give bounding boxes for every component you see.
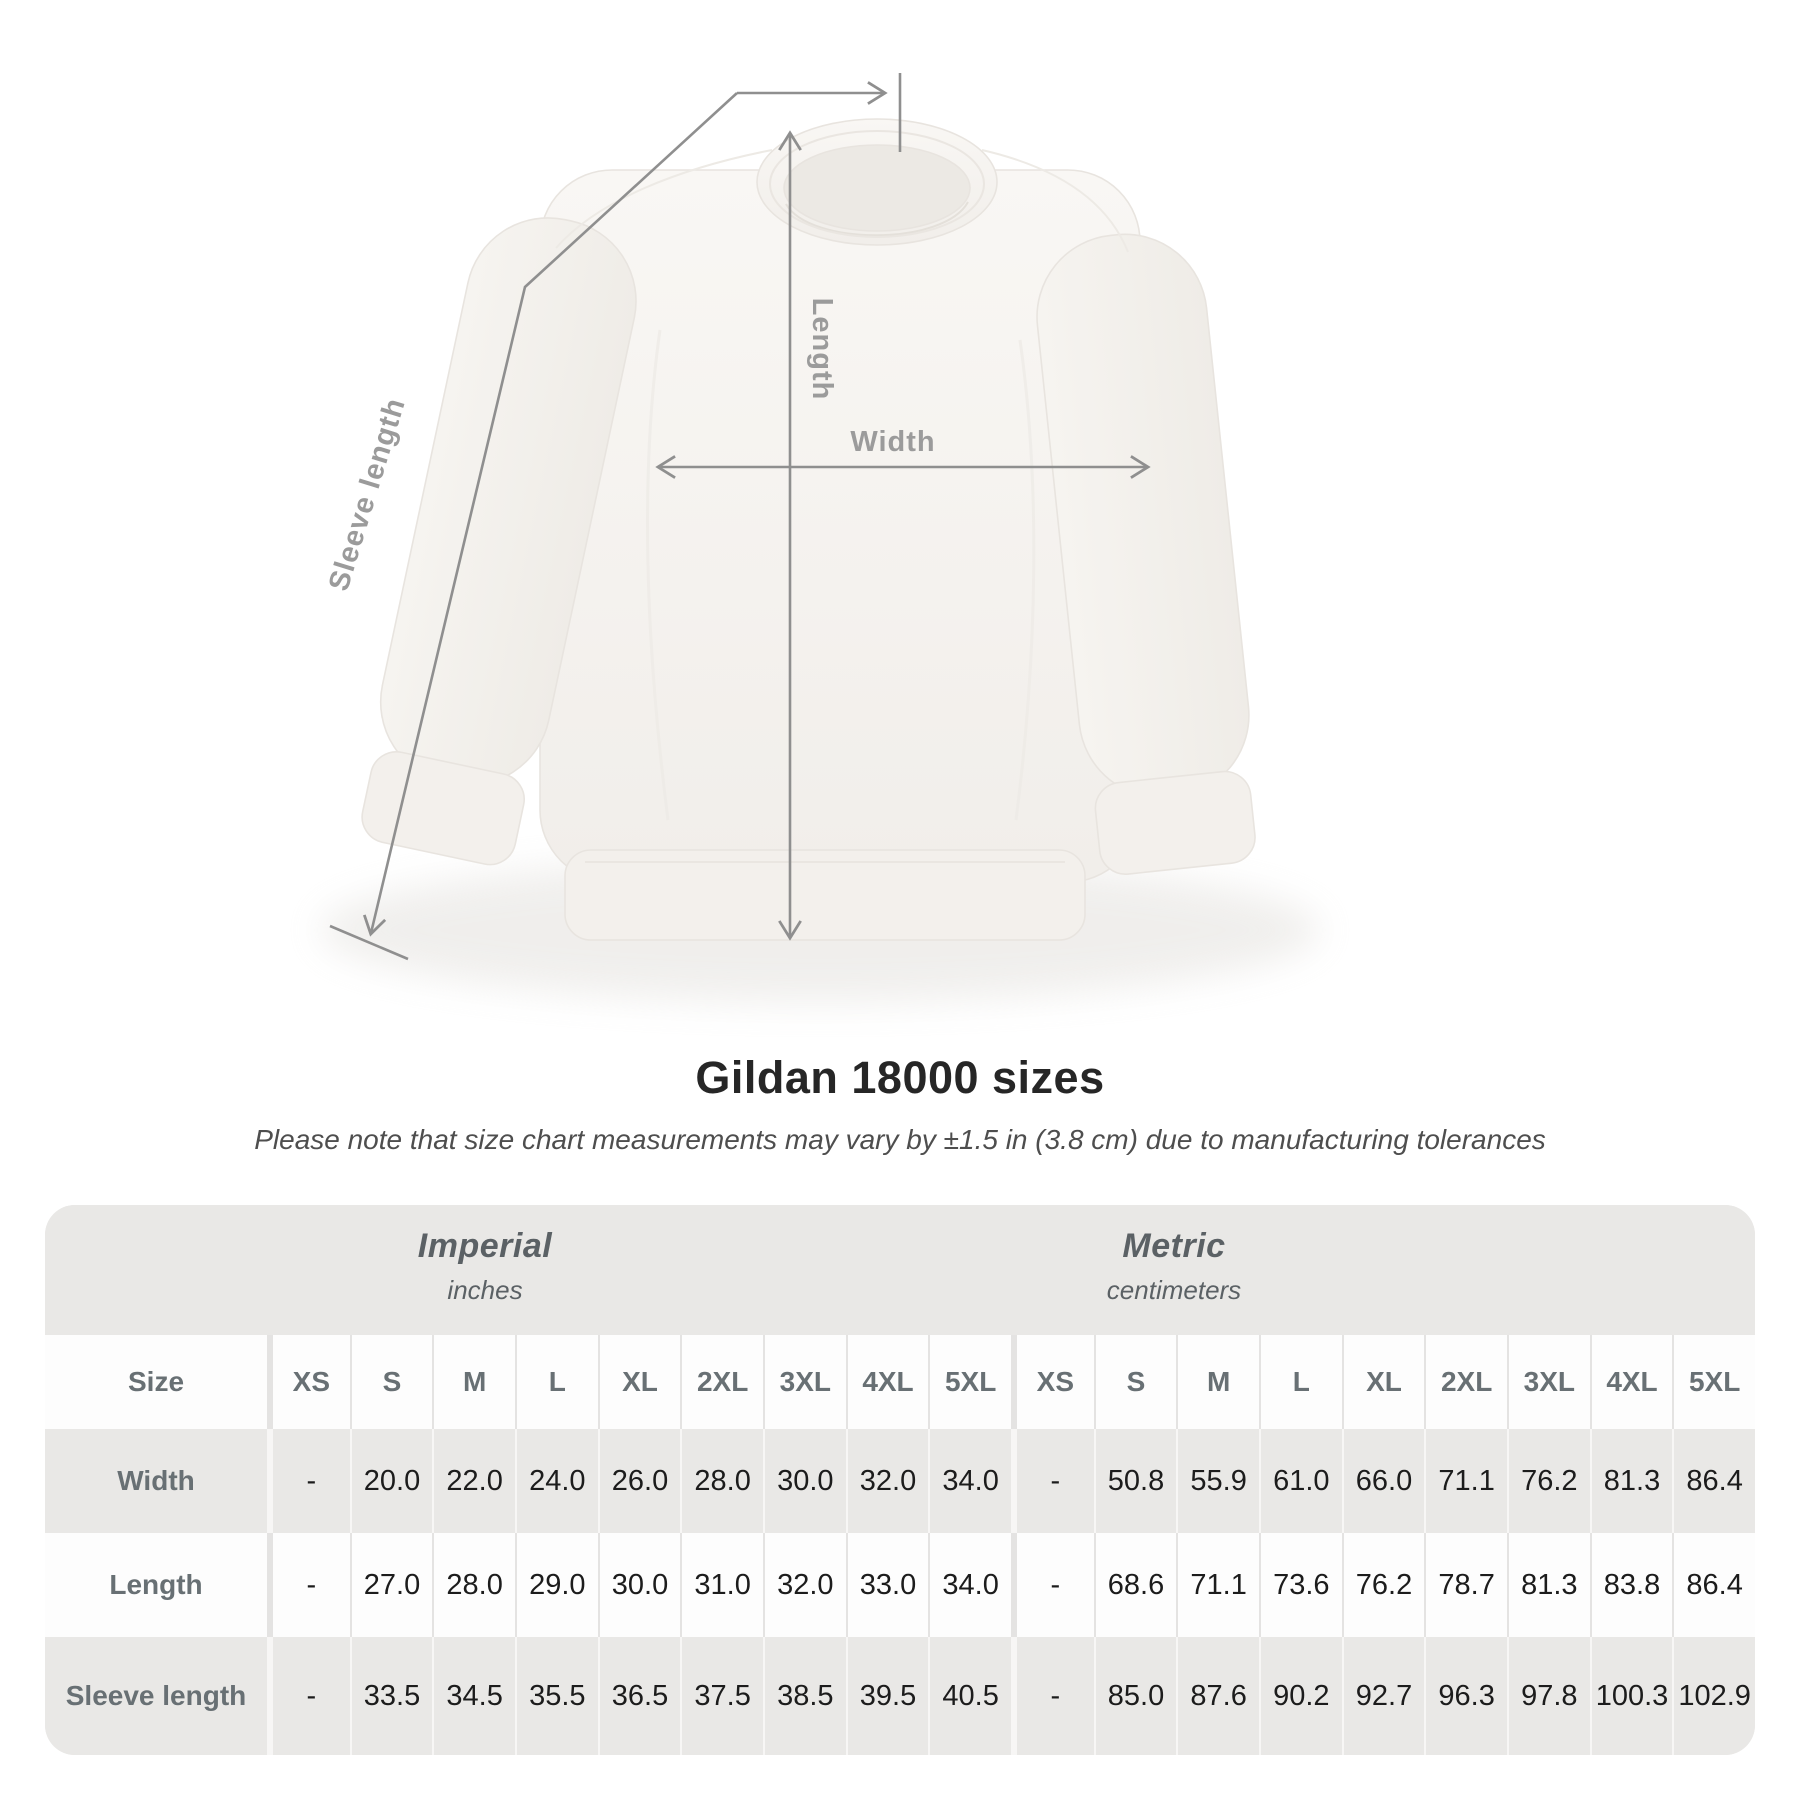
measurement-value-cell: 39.5 <box>846 1637 929 1755</box>
measurement-value-cell: 68.6 <box>1094 1533 1177 1637</box>
measurement-value-cell: 32.0 <box>763 1533 846 1637</box>
width-label: Width <box>850 426 936 458</box>
imperial-group-header <box>418 1227 552 1306</box>
measurement-value-cell: 37.5 <box>680 1637 763 1755</box>
measurement-value-cell: 33.5 <box>350 1637 433 1755</box>
table-row <box>45 1533 1755 1637</box>
measurement-value-cell: 30.0 <box>763 1429 846 1533</box>
table-row <box>45 1637 1755 1755</box>
measurement-value-cell: 20.0 <box>350 1429 433 1533</box>
measurement-value-cell: 22.0 <box>432 1429 515 1533</box>
measurement-value-cell: 26.0 <box>598 1429 681 1533</box>
measurement-value-cell: 76.2 <box>1507 1429 1590 1533</box>
measurement-value-cell: 66.0 <box>1342 1429 1425 1533</box>
measurement-value-cell: - <box>267 1637 350 1755</box>
table-row <box>45 1429 1755 1533</box>
size-column-header: M <box>432 1335 515 1429</box>
unit-group-header-band <box>45 1205 1755 1335</box>
size-column-header: S <box>1094 1335 1177 1429</box>
measurement-value-cell: 27.0 <box>350 1533 433 1637</box>
measurement-value-cell: - <box>1011 1429 1094 1533</box>
measurement-value-cell: 31.0 <box>680 1533 763 1637</box>
measurement-value-cell: 50.8 <box>1094 1429 1177 1533</box>
size-corner-header: Size <box>127 1366 185 1397</box>
measurement-value-cell: 34.0 <box>928 1429 1011 1533</box>
imperial-group-name: Imperial <box>417 1227 553 1265</box>
metric-group-unit: centimeters <box>1106 1275 1242 1305</box>
tolerance-note: Please note that size chart measurements may vary by ±1.5 in (3.8 cm) due to manufacturing tolerances <box>254 1124 1546 1155</box>
size-column-header: XS <box>1011 1335 1094 1429</box>
measurement-value-cell: - <box>1011 1533 1094 1637</box>
measurement-value-cell: 73.6 <box>1259 1533 1342 1637</box>
measurement-value-cell: 38.5 <box>763 1637 846 1755</box>
size-column-header: 5XL <box>928 1335 1011 1429</box>
measurement-value-cell: 29.0 <box>515 1533 598 1637</box>
measurement-value-cell: 83.8 <box>1590 1533 1673 1637</box>
measurement-value-cell: 71.1 <box>1176 1533 1259 1637</box>
measurement-value-cell: 61.0 <box>1259 1429 1342 1533</box>
measurement-row-label: Width <box>117 1465 195 1496</box>
size-chart-table <box>45 1205 1755 1755</box>
size-column-header: XL <box>598 1335 681 1429</box>
measurement-row-label: Sleeve length <box>65 1680 247 1711</box>
imperial-group-unit: inches <box>447 1275 523 1305</box>
measurement-value-cell: 86.4 <box>1672 1533 1755 1637</box>
measurement-value-cell: 32.0 <box>846 1429 929 1533</box>
measurement-value-cell: 30.0 <box>598 1533 681 1637</box>
measurement-value-cell: 55.9 <box>1176 1429 1259 1533</box>
size-column-header: L <box>1259 1335 1342 1429</box>
size-column-header: 5XL <box>1672 1335 1755 1429</box>
size-column-header: 2XL <box>1424 1335 1507 1429</box>
measurement-value-cell: - <box>1011 1637 1094 1755</box>
size-column-header: XL <box>1342 1335 1425 1429</box>
size-column-header: 4XL <box>846 1335 929 1429</box>
sleeve-length-label: Sleeve length <box>322 394 412 595</box>
measurement-value-cell: 86.4 <box>1672 1429 1755 1533</box>
sweatshirt-illustration <box>350 119 1264 940</box>
measurement-value-cell: 33.0 <box>846 1533 929 1637</box>
size-column-header: 4XL <box>1590 1335 1673 1429</box>
measurement-value-cell: 78.7 <box>1424 1533 1507 1637</box>
page-title: Gildan 18000 sizes <box>695 1052 1105 1103</box>
measurement-value-cell: 36.5 <box>598 1637 681 1755</box>
measurement-value-cell: 90.2 <box>1259 1637 1342 1755</box>
title-block <box>0 1052 1800 1156</box>
measurement-value-cell: - <box>267 1429 350 1533</box>
size-column-header: 3XL <box>763 1335 846 1429</box>
size-table-rows <box>45 1335 1755 1755</box>
measurement-value-cell: 100.3 <box>1590 1637 1673 1755</box>
measurement-value-cell: 24.0 <box>515 1429 598 1533</box>
measurement-value-cell: 97.8 <box>1507 1637 1590 1755</box>
metric-group-header <box>1107 1227 1241 1306</box>
measurement-value-cell: 87.6 <box>1176 1637 1259 1755</box>
measurement-value-cell: 28.0 <box>680 1429 763 1533</box>
measurement-value-cell: 81.3 <box>1507 1533 1590 1637</box>
measurement-value-cell: 71.1 <box>1424 1429 1507 1533</box>
measurement-value-cell: 102.9 <box>1672 1637 1755 1755</box>
measurement-value-cell: 40.5 <box>928 1637 1011 1755</box>
size-column-header: M <box>1176 1335 1259 1429</box>
measurement-value-cell: 76.2 <box>1342 1533 1425 1637</box>
measurement-value-cell: 34.0 <box>928 1533 1011 1637</box>
measurement-value-cell: 28.0 <box>432 1533 515 1637</box>
measurement-value-cell: 81.3 <box>1590 1429 1673 1533</box>
measurement-row-label: Length <box>109 1569 203 1600</box>
measurement-value-cell: 96.3 <box>1424 1637 1507 1755</box>
size-column-header: XS <box>267 1335 350 1429</box>
measurement-value-cell: 35.5 <box>515 1637 598 1755</box>
measurement-value-cell: 92.7 <box>1342 1637 1425 1755</box>
measurement-value-cell: 85.0 <box>1094 1637 1177 1755</box>
metric-group-name: Metric <box>1122 1227 1226 1265</box>
table-row <box>45 1335 1755 1429</box>
size-column-header: 2XL <box>680 1335 763 1429</box>
size-column-header: L <box>515 1335 598 1429</box>
size-column-header: S <box>350 1335 433 1429</box>
size-column-header: 3XL <box>1507 1335 1590 1429</box>
measurement-value-cell: 34.5 <box>432 1637 515 1755</box>
measurement-value-cell: - <box>267 1533 350 1637</box>
length-label: Length <box>806 297 838 401</box>
